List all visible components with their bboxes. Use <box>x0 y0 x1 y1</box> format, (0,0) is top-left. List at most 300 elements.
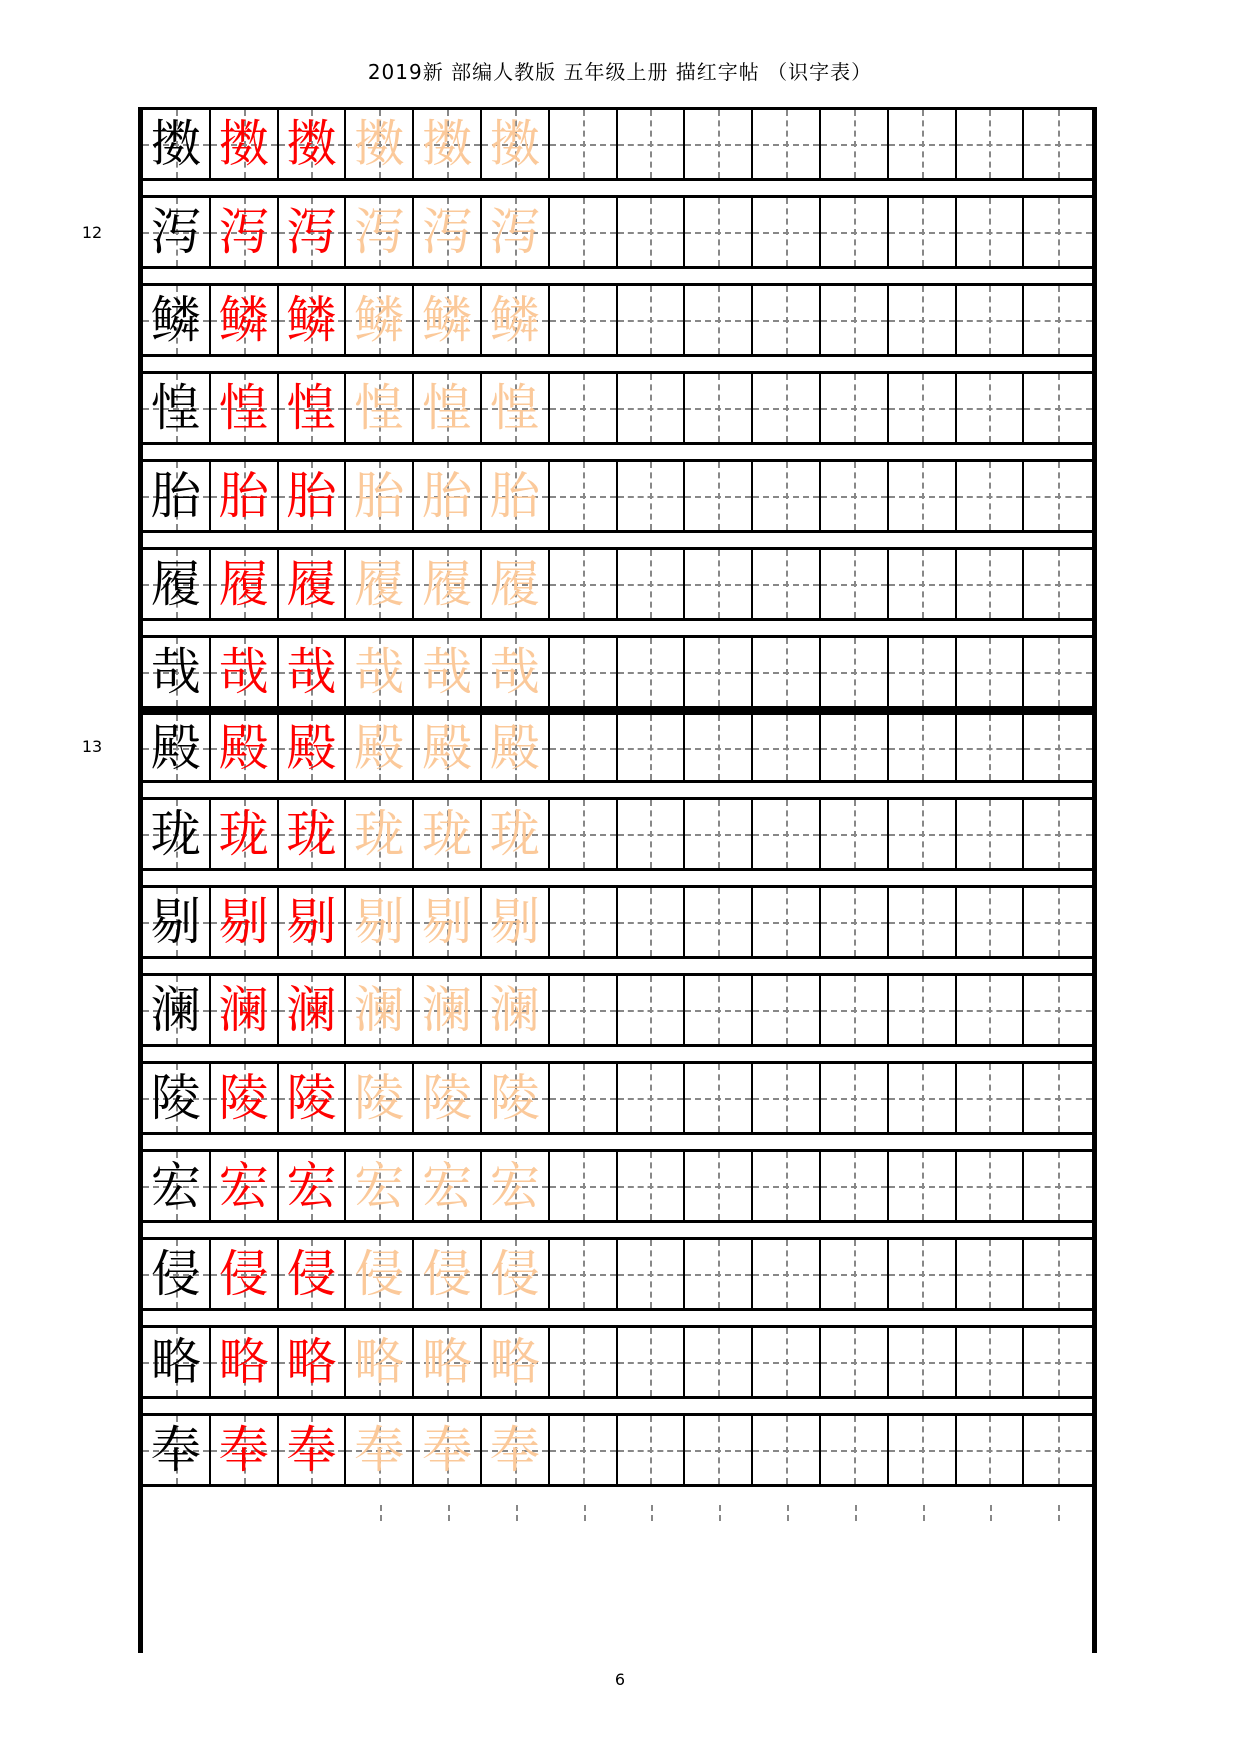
red-trace-character: 剔 <box>218 893 269 951</box>
cell-empty <box>1024 462 1092 530</box>
cell-empty <box>753 976 821 1044</box>
practice-row <box>143 195 1092 269</box>
cell-model <box>143 198 211 266</box>
cell-trace <box>482 976 550 1044</box>
cell-empty <box>957 638 1025 706</box>
cell-trace <box>346 715 414 780</box>
cell-trace <box>482 286 550 354</box>
cell-empty <box>889 976 957 1044</box>
model-character: 泻 <box>150 203 201 261</box>
cell-empty <box>618 110 686 178</box>
red-trace-character: 略 <box>286 1333 337 1391</box>
cell-empty <box>753 715 821 780</box>
light-trace-character: 陵 <box>489 1069 540 1127</box>
cell-empty <box>550 1152 618 1220</box>
light-trace-character: 胎 <box>354 467 405 525</box>
cell-model <box>143 1064 211 1132</box>
cell-empty <box>753 550 821 618</box>
cell-empty <box>1024 550 1092 618</box>
red-trace-character: 哉 <box>218 643 269 701</box>
cell-model <box>143 1328 211 1396</box>
model-character: 剔 <box>150 893 201 951</box>
model-character: 宏 <box>150 1157 201 1215</box>
guide-tick <box>719 1505 721 1521</box>
light-trace-character: 奉 <box>422 1421 473 1479</box>
cell-red <box>279 462 347 530</box>
red-trace-character: 剔 <box>286 893 337 951</box>
cell-trace <box>482 1064 550 1132</box>
cell-red <box>211 1328 279 1396</box>
cell-trace <box>346 1328 414 1396</box>
light-trace-character: 哉 <box>489 643 540 701</box>
light-trace-character: 略 <box>489 1333 540 1391</box>
lesson-number: 12 <box>81 223 103 242</box>
cell-trace <box>414 110 482 178</box>
cell-empty <box>821 198 889 266</box>
cell-empty <box>618 638 686 706</box>
light-trace-character: 澜 <box>489 981 540 1039</box>
cell-empty <box>821 374 889 442</box>
light-trace-character: 剔 <box>489 893 540 951</box>
red-trace-character: 珑 <box>286 805 337 863</box>
cell-trace <box>414 715 482 780</box>
cell-empty <box>889 1064 957 1132</box>
practice-row <box>143 1325 1092 1399</box>
cell-empty <box>685 286 753 354</box>
red-trace-character: 略 <box>218 1333 269 1391</box>
cell-empty <box>957 888 1025 956</box>
cell-red <box>279 550 347 618</box>
light-trace-character: 鳞 <box>422 291 473 349</box>
cell-empty <box>1024 800 1092 868</box>
cell-red <box>279 198 347 266</box>
light-trace-character: 略 <box>354 1333 405 1391</box>
cell-trace <box>482 1416 550 1484</box>
light-trace-character: 擞 <box>489 115 540 173</box>
practice-row <box>143 283 1092 357</box>
cell-empty <box>618 1064 686 1132</box>
light-trace-character: 宏 <box>422 1157 473 1215</box>
cell-red <box>211 715 279 780</box>
cell-model <box>143 550 211 618</box>
practice-row <box>143 1149 1092 1223</box>
cell-empty <box>550 715 618 780</box>
cell-empty <box>1024 286 1092 354</box>
cell-trace <box>482 1240 550 1308</box>
cell-empty <box>685 110 753 178</box>
practice-row <box>143 885 1092 959</box>
cell-empty <box>618 374 686 442</box>
cell-empty <box>685 1416 753 1484</box>
cell-empty <box>550 1240 618 1308</box>
practice-grid <box>138 107 1097 1653</box>
cell-model <box>143 976 211 1044</box>
cell-empty <box>889 462 957 530</box>
cell-empty <box>821 1152 889 1220</box>
cell-empty <box>821 110 889 178</box>
practice-row <box>143 107 1092 181</box>
cell-empty <box>753 374 821 442</box>
model-character: 陵 <box>150 1069 201 1127</box>
cell-empty <box>618 1416 686 1484</box>
cell-empty <box>957 1416 1025 1484</box>
cell-empty <box>1024 1152 1092 1220</box>
cell-empty <box>889 286 957 354</box>
cell-model <box>143 1416 211 1484</box>
red-trace-character: 泻 <box>286 203 337 261</box>
cell-empty <box>821 888 889 956</box>
cell-empty <box>753 198 821 266</box>
cell-empty <box>753 800 821 868</box>
cell-model <box>143 888 211 956</box>
cell-trace <box>414 1416 482 1484</box>
red-trace-character: 奉 <box>286 1421 337 1479</box>
red-trace-character: 陵 <box>218 1069 269 1127</box>
cell-red <box>211 976 279 1044</box>
cell-empty <box>957 1152 1025 1220</box>
guide-tick <box>787 1505 789 1521</box>
red-trace-character: 泻 <box>218 203 269 261</box>
cell-empty <box>889 198 957 266</box>
red-trace-character: 哉 <box>286 643 337 701</box>
cell-red <box>211 374 279 442</box>
light-trace-character: 陵 <box>354 1069 405 1127</box>
cell-empty <box>550 198 618 266</box>
cell-empty <box>685 1328 753 1396</box>
cell-empty <box>753 1240 821 1308</box>
cell-empty <box>957 462 1025 530</box>
cell-red <box>211 286 279 354</box>
cell-empty <box>1024 1416 1092 1484</box>
cell-empty <box>821 638 889 706</box>
cell-trace <box>482 638 550 706</box>
light-trace-character: 略 <box>422 1333 473 1391</box>
cell-empty <box>753 1416 821 1484</box>
red-trace-character: 澜 <box>286 981 337 1039</box>
cell-model <box>143 715 211 780</box>
red-trace-character: 惶 <box>218 379 269 437</box>
light-trace-character: 奉 <box>489 1421 540 1479</box>
cell-empty <box>550 374 618 442</box>
cell-model <box>143 286 211 354</box>
model-character: 略 <box>150 1333 201 1391</box>
cell-trace <box>414 1240 482 1308</box>
cell-trace <box>482 800 550 868</box>
cell-trace <box>346 462 414 530</box>
cell-empty <box>821 976 889 1044</box>
cell-empty <box>821 462 889 530</box>
cell-empty <box>889 110 957 178</box>
cell-red <box>211 462 279 530</box>
cell-empty <box>889 374 957 442</box>
cell-empty <box>821 286 889 354</box>
practice-row <box>143 459 1092 533</box>
cell-red <box>279 1064 347 1132</box>
light-trace-character: 宏 <box>489 1157 540 1215</box>
cell-empty <box>550 110 618 178</box>
red-trace-character: 擞 <box>218 115 269 173</box>
cell-empty <box>1024 374 1092 442</box>
page-header-title: 2019新 部编人教版 五年级上册 描红字帖 （识字表） <box>367 60 873 84</box>
model-character: 胎 <box>150 467 201 525</box>
cell-red <box>211 1240 279 1308</box>
red-trace-character: 鳞 <box>286 291 337 349</box>
cell-empty <box>1024 976 1092 1044</box>
cell-empty <box>1024 1064 1092 1132</box>
cell-empty <box>753 638 821 706</box>
cell-model <box>143 638 211 706</box>
cell-empty <box>685 715 753 780</box>
light-trace-character: 珑 <box>489 805 540 863</box>
cell-trace <box>482 198 550 266</box>
cell-empty <box>889 638 957 706</box>
cell-red <box>211 1064 279 1132</box>
cell-empty <box>685 638 753 706</box>
cell-empty <box>889 1328 957 1396</box>
practice-row <box>143 547 1092 621</box>
cell-trace <box>346 1064 414 1132</box>
cell-empty <box>550 976 618 1044</box>
light-trace-character: 侵 <box>422 1245 473 1303</box>
red-trace-character: 履 <box>218 555 269 613</box>
guide-tick <box>651 1505 653 1521</box>
light-trace-character: 擞 <box>422 115 473 173</box>
cell-trace <box>482 715 550 780</box>
cell-empty <box>889 550 957 618</box>
light-trace-character: 履 <box>489 555 540 613</box>
red-trace-character: 殿 <box>286 718 337 777</box>
model-character: 鳞 <box>150 291 201 349</box>
red-trace-character: 澜 <box>218 981 269 1039</box>
cell-empty <box>550 286 618 354</box>
cell-trace <box>414 638 482 706</box>
red-trace-character: 宏 <box>218 1157 269 1215</box>
practice-row <box>143 1413 1092 1487</box>
cell-empty <box>821 1328 889 1396</box>
cell-red <box>211 550 279 618</box>
guide-tick <box>584 1505 586 1521</box>
cell-trace <box>482 888 550 956</box>
cell-empty <box>618 198 686 266</box>
cell-empty <box>685 888 753 956</box>
cell-red <box>211 1416 279 1484</box>
cell-red <box>211 110 279 178</box>
cell-empty <box>957 715 1025 780</box>
cell-empty <box>957 110 1025 178</box>
practice-row <box>143 709 1092 783</box>
cell-empty <box>753 1064 821 1132</box>
cell-trace <box>414 888 482 956</box>
red-trace-character: 侵 <box>286 1245 337 1303</box>
model-character: 惶 <box>150 379 201 437</box>
cell-empty <box>957 286 1025 354</box>
cell-red <box>279 1152 347 1220</box>
model-character: 擞 <box>150 115 201 173</box>
cell-empty <box>685 550 753 618</box>
cell-model <box>143 1152 211 1220</box>
practice-row <box>143 797 1092 871</box>
red-trace-character: 宏 <box>286 1157 337 1215</box>
cell-empty <box>618 1152 686 1220</box>
cell-empty <box>618 1240 686 1308</box>
cell-empty <box>550 462 618 530</box>
cell-model <box>143 374 211 442</box>
cell-empty <box>753 888 821 956</box>
grid-right-border <box>1092 107 1097 1653</box>
red-trace-character: 胎 <box>218 467 269 525</box>
cell-red <box>279 374 347 442</box>
cell-trace <box>346 888 414 956</box>
cell-trace <box>346 374 414 442</box>
cell-trace <box>414 462 482 530</box>
light-trace-character: 澜 <box>354 981 405 1039</box>
model-character: 履 <box>150 555 201 613</box>
guide-tick <box>448 1505 450 1521</box>
light-trace-character: 胎 <box>489 467 540 525</box>
light-trace-character: 泻 <box>489 203 540 261</box>
cell-trace <box>346 976 414 1044</box>
guide-tick <box>990 1505 992 1521</box>
red-trace-character: 擞 <box>286 115 337 173</box>
cell-trace <box>414 286 482 354</box>
light-trace-character: 侵 <box>354 1245 405 1303</box>
cell-empty <box>685 374 753 442</box>
light-trace-character: 擞 <box>354 115 405 173</box>
cell-empty <box>550 800 618 868</box>
red-trace-character: 陵 <box>286 1069 337 1127</box>
light-trace-character: 珑 <box>422 805 473 863</box>
cell-empty <box>821 550 889 618</box>
model-character: 哉 <box>150 643 201 701</box>
cell-trace <box>482 110 550 178</box>
cell-trace <box>346 1240 414 1308</box>
cell-empty <box>618 1328 686 1396</box>
guide-tick <box>855 1505 857 1521</box>
lesson-number: 13 <box>81 737 103 756</box>
model-character: 奉 <box>150 1421 201 1479</box>
light-trace-character: 哉 <box>422 643 473 701</box>
light-trace-character: 宏 <box>354 1157 405 1215</box>
cell-empty <box>889 888 957 956</box>
cell-empty <box>821 715 889 780</box>
cell-empty <box>753 110 821 178</box>
cell-empty <box>618 462 686 530</box>
light-trace-character: 泻 <box>422 203 473 261</box>
cell-trace <box>346 1416 414 1484</box>
cell-empty <box>1024 1328 1092 1396</box>
cell-red <box>279 976 347 1044</box>
cell-empty <box>550 1064 618 1132</box>
light-trace-character: 珑 <box>354 805 405 863</box>
cell-red <box>279 888 347 956</box>
light-trace-character: 殿 <box>489 718 540 777</box>
cell-empty <box>957 550 1025 618</box>
light-trace-character: 奉 <box>354 1421 405 1479</box>
cell-red <box>211 800 279 868</box>
red-trace-character: 珑 <box>218 805 269 863</box>
cell-empty <box>1024 198 1092 266</box>
red-trace-character: 侵 <box>218 1245 269 1303</box>
cell-empty <box>889 1152 957 1220</box>
red-trace-character: 惶 <box>286 379 337 437</box>
cell-trace <box>482 1152 550 1220</box>
cell-empty <box>685 1064 753 1132</box>
cell-trace <box>414 550 482 618</box>
model-character: 殿 <box>150 718 201 777</box>
cell-empty <box>821 1064 889 1132</box>
cell-trace <box>346 638 414 706</box>
cell-empty <box>957 1328 1025 1396</box>
light-trace-character: 侵 <box>489 1245 540 1303</box>
light-trace-character: 泻 <box>354 203 405 261</box>
light-trace-character: 履 <box>354 555 405 613</box>
cell-empty <box>889 715 957 780</box>
light-trace-character: 履 <box>422 555 473 613</box>
cell-trace <box>346 550 414 618</box>
cell-empty <box>889 1416 957 1484</box>
cell-empty <box>550 1328 618 1396</box>
cell-empty <box>685 1240 753 1308</box>
cell-empty <box>889 800 957 868</box>
cell-red <box>279 110 347 178</box>
cell-empty <box>618 550 686 618</box>
cell-empty <box>821 1240 889 1308</box>
cell-empty <box>618 976 686 1044</box>
practice-row <box>143 1237 1092 1311</box>
cell-empty <box>618 715 686 780</box>
guide-tick <box>923 1505 925 1521</box>
cell-empty <box>550 550 618 618</box>
cell-trace <box>414 800 482 868</box>
cell-empty <box>618 286 686 354</box>
cell-empty <box>685 800 753 868</box>
red-trace-character: 奉 <box>218 1421 269 1479</box>
light-trace-character: 鳞 <box>354 291 405 349</box>
cell-red <box>279 1416 347 1484</box>
cell-trace <box>346 800 414 868</box>
cell-red <box>279 715 347 780</box>
page-number: 6 <box>614 1670 626 1689</box>
cell-empty <box>618 800 686 868</box>
cell-trace <box>482 1328 550 1396</box>
cell-model <box>143 462 211 530</box>
practice-row <box>143 635 1092 709</box>
cell-red <box>279 638 347 706</box>
cell-red <box>211 888 279 956</box>
cell-red <box>211 638 279 706</box>
guide-tick <box>1058 1505 1060 1521</box>
cell-empty <box>753 286 821 354</box>
cell-trace <box>346 198 414 266</box>
light-trace-character: 惶 <box>354 379 405 437</box>
cell-trace <box>346 110 414 178</box>
cell-empty <box>685 1152 753 1220</box>
cell-model <box>143 800 211 868</box>
cell-empty <box>957 1240 1025 1308</box>
cell-trace <box>414 198 482 266</box>
cell-trace <box>346 1152 414 1220</box>
cell-empty <box>753 1328 821 1396</box>
model-character: 珑 <box>150 805 201 863</box>
cell-trace <box>482 550 550 618</box>
cell-empty <box>1024 715 1092 780</box>
cell-trace <box>414 1328 482 1396</box>
cell-empty <box>685 198 753 266</box>
light-trace-character: 剔 <box>422 893 473 951</box>
cell-empty <box>957 1064 1025 1132</box>
cell-empty <box>1024 1240 1092 1308</box>
cell-red <box>279 800 347 868</box>
